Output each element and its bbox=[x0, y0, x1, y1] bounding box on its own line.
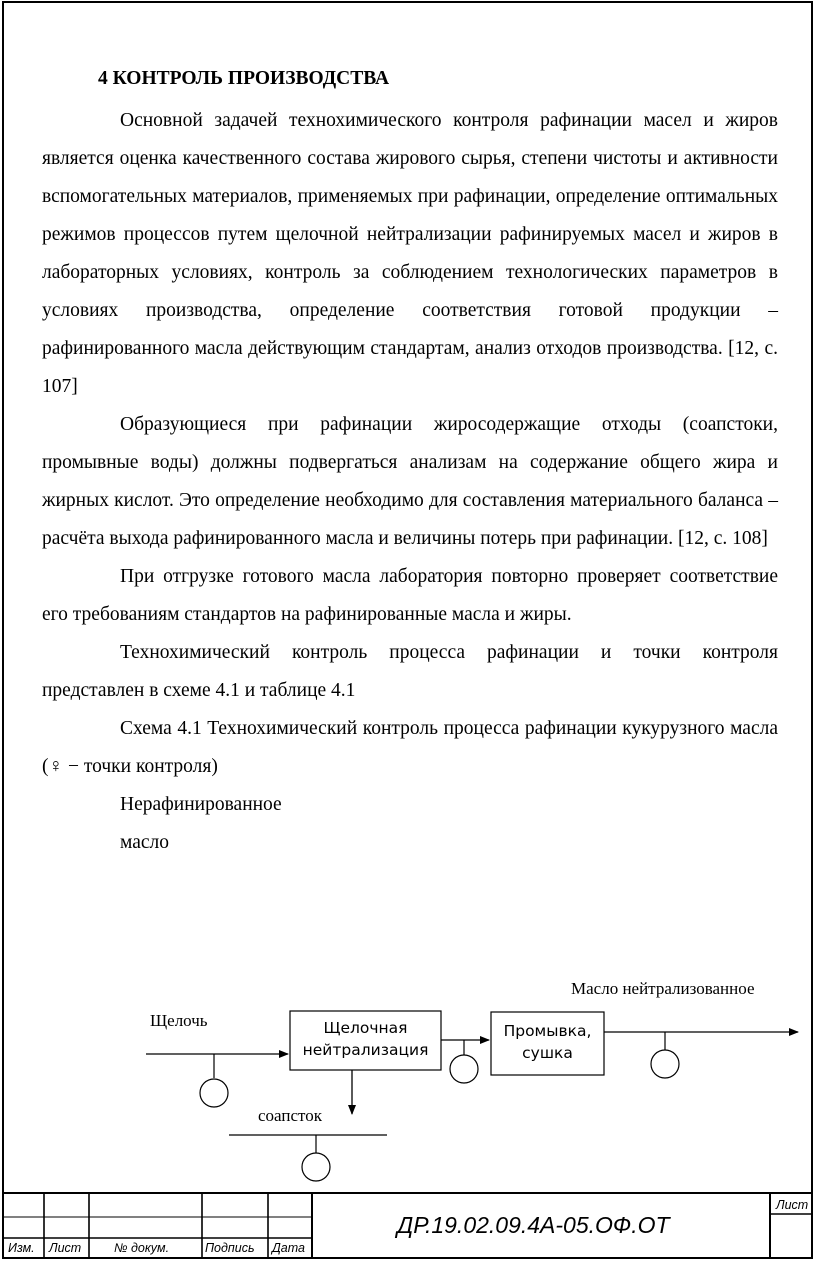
box2-line2: сушка bbox=[522, 1044, 573, 1062]
control-point-neutralized bbox=[450, 1040, 478, 1083]
col-date-label: Дата bbox=[272, 1241, 305, 1255]
document-code: ДР.19.02.09.4А-05.ОФ.ОТ bbox=[397, 1212, 670, 1238]
title-block bbox=[2, 1192, 813, 1259]
control-point-soapstock bbox=[302, 1135, 330, 1181]
paragraph: Основной задачей технохимического контроля рафинации масел и жиров является оценка качественного состава жирового сырья, степени чистоты и активности вспомогательных материалов, применяемых при рафинации, определение оптимальных режимов процессов путем щелочной нейтрализации рафинируемых масел и жиров в лабораторных условиях, контроль за соблюдением технологических параметров в условиях производства, определение соответствия готовой продукции – рафинированного масла действующим стандартам, анализ отходов производства. [12, с. 107] bbox=[42, 110, 778, 397]
box1-line1: Щелочная bbox=[323, 1019, 408, 1037]
process-diagram bbox=[0, 960, 816, 1190]
input-label-line2: масло bbox=[120, 832, 169, 853]
input-label-line1: Нерафинированное bbox=[120, 794, 282, 815]
document-body bbox=[42, 60, 778, 862]
paragraph: Технохимический контроль процесса рафинации и точки контроля представлен в схеме 4.1 и таблице 4.1 bbox=[42, 642, 778, 701]
section-heading: 4 КОНТРОЛЬ ПРОИЗВОДСТВА bbox=[98, 68, 390, 89]
alkali-label: Щелочь bbox=[150, 1011, 208, 1030]
paragraph: Образующиеся при рафинации жиросодержащие отходы (соапстоки, промывные воды) должны подвергаться анализам на содержание общего жира и жирных кислот. Это определение необходимо для составления материального баланса – расчёта выхода рафинированного масла и величины потерь при рафинации. [12, с. 108] bbox=[42, 414, 778, 549]
col-doc-label: № докум. bbox=[114, 1241, 170, 1255]
box1-line2: нейтрализация bbox=[302, 1041, 429, 1059]
control-point-output bbox=[651, 1032, 679, 1078]
scheme-caption: Схема 4.1 Технохимический контроль процесса рафинации кукурузного масла (♀ − точки контроля) bbox=[42, 718, 778, 777]
soapstock-label: соапсток bbox=[258, 1106, 322, 1125]
output-label: Масло нейтрализованное bbox=[571, 979, 755, 998]
control-point-alkali bbox=[200, 1054, 228, 1107]
paragraph: При отгрузке готового масла лаборатория повторно проверяет соответствие его требованиям стандартов на рафинированные масла и жиры. bbox=[42, 566, 778, 625]
neutralization-box-text bbox=[290, 1017, 441, 1061]
col-sign-label: Подпись bbox=[205, 1241, 255, 1255]
col-izm-label: Изм. bbox=[8, 1241, 35, 1255]
sheet-label: Лист bbox=[776, 1198, 809, 1212]
col-list-label: Лист bbox=[49, 1241, 82, 1255]
washing-drying-box-text bbox=[491, 1020, 604, 1064]
box2-line1: Промывка, bbox=[503, 1022, 592, 1040]
